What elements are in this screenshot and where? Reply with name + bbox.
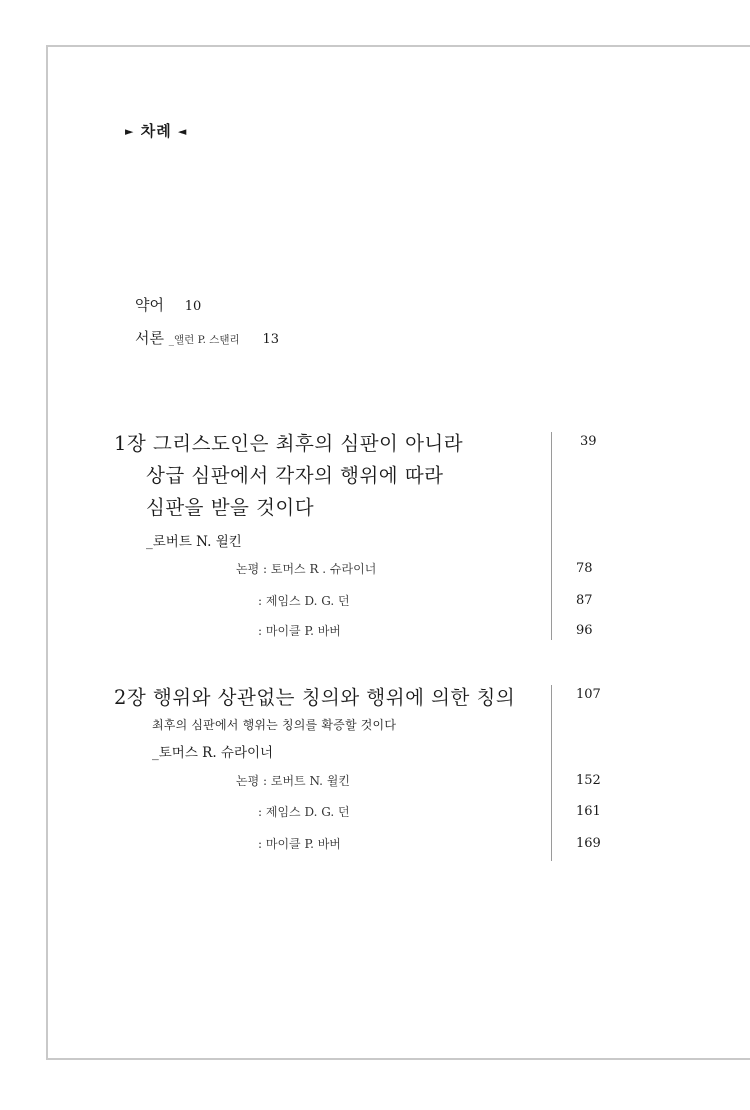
chapter-2-title[interactable]: 2장 행위와 상관없는 칭의와 행위에 의한 칭의 bbox=[114, 686, 516, 709]
front-item-abbreviations[interactable] bbox=[135, 294, 201, 315]
triangle-left-icon: ◄ bbox=[177, 125, 188, 138]
triangle-right-icon: ► bbox=[125, 125, 135, 138]
chapter-2-author: _토머스 R. 슈라이너 bbox=[152, 745, 274, 761]
chapter-1-review-3-page: 96 bbox=[576, 623, 593, 638]
front-item-author: _앨런 P. 스탠리 bbox=[168, 334, 240, 346]
toc-heading-label: 차례 bbox=[140, 122, 172, 140]
chapter-1-page: 39 bbox=[580, 434, 597, 449]
chapter-2-review-1[interactable]: 논평 : 로버트 N. 윌킨 bbox=[236, 774, 350, 788]
chapter-1-review-3[interactable]: : 마이클 P. 바버 bbox=[258, 624, 341, 638]
chapter-1-review-1-page: 78 bbox=[576, 561, 593, 576]
chapter-2-review-3-page: 169 bbox=[576, 836, 601, 851]
front-item-introduction[interactable] bbox=[135, 327, 279, 348]
chapter-2-review-1-page: 152 bbox=[576, 773, 601, 788]
front-item-title: 약어 bbox=[135, 296, 164, 314]
chapter-2-review-2[interactable]: : 제임스 D. G. 던 bbox=[258, 805, 350, 819]
front-item-page: 13 bbox=[262, 332, 280, 347]
front-item-title: 서론 bbox=[135, 329, 164, 347]
chapter-1-divider bbox=[551, 432, 552, 640]
chapter-1-title-line-1[interactable]: 1장 그리스도인은 최후의 심판이 아니라 bbox=[114, 432, 464, 455]
page-frame bbox=[46, 45, 750, 1060]
chapter-2-subtitle: 최후의 심판에서 행위는 칭의를 확증할 것이다 bbox=[152, 718, 397, 732]
chapter-2-page: 107 bbox=[576, 687, 601, 702]
chapter-1-review-2-page: 87 bbox=[576, 593, 593, 608]
front-item-page: 10 bbox=[184, 299, 202, 314]
chapter-2-review-3[interactable]: : 마이클 P. 바버 bbox=[258, 837, 341, 851]
chapter-1-title-line-2[interactable]: 상급 심판에서 각자의 행위에 따라 bbox=[146, 464, 444, 487]
chapter-1-title-line-3[interactable]: 심판을 받을 것이다 bbox=[146, 496, 315, 519]
chapter-2-review-2-page: 161 bbox=[576, 804, 601, 819]
chapter-1-author: _로버트 N. 윌킨 bbox=[146, 534, 242, 550]
chapter-2-divider bbox=[551, 685, 552, 861]
toc-heading bbox=[125, 120, 187, 141]
chapter-1-review-1[interactable]: 논평 : 토머스 R . 슈라이너 bbox=[236, 562, 377, 576]
chapter-1-review-2[interactable]: : 제임스 D. G. 던 bbox=[258, 594, 350, 608]
